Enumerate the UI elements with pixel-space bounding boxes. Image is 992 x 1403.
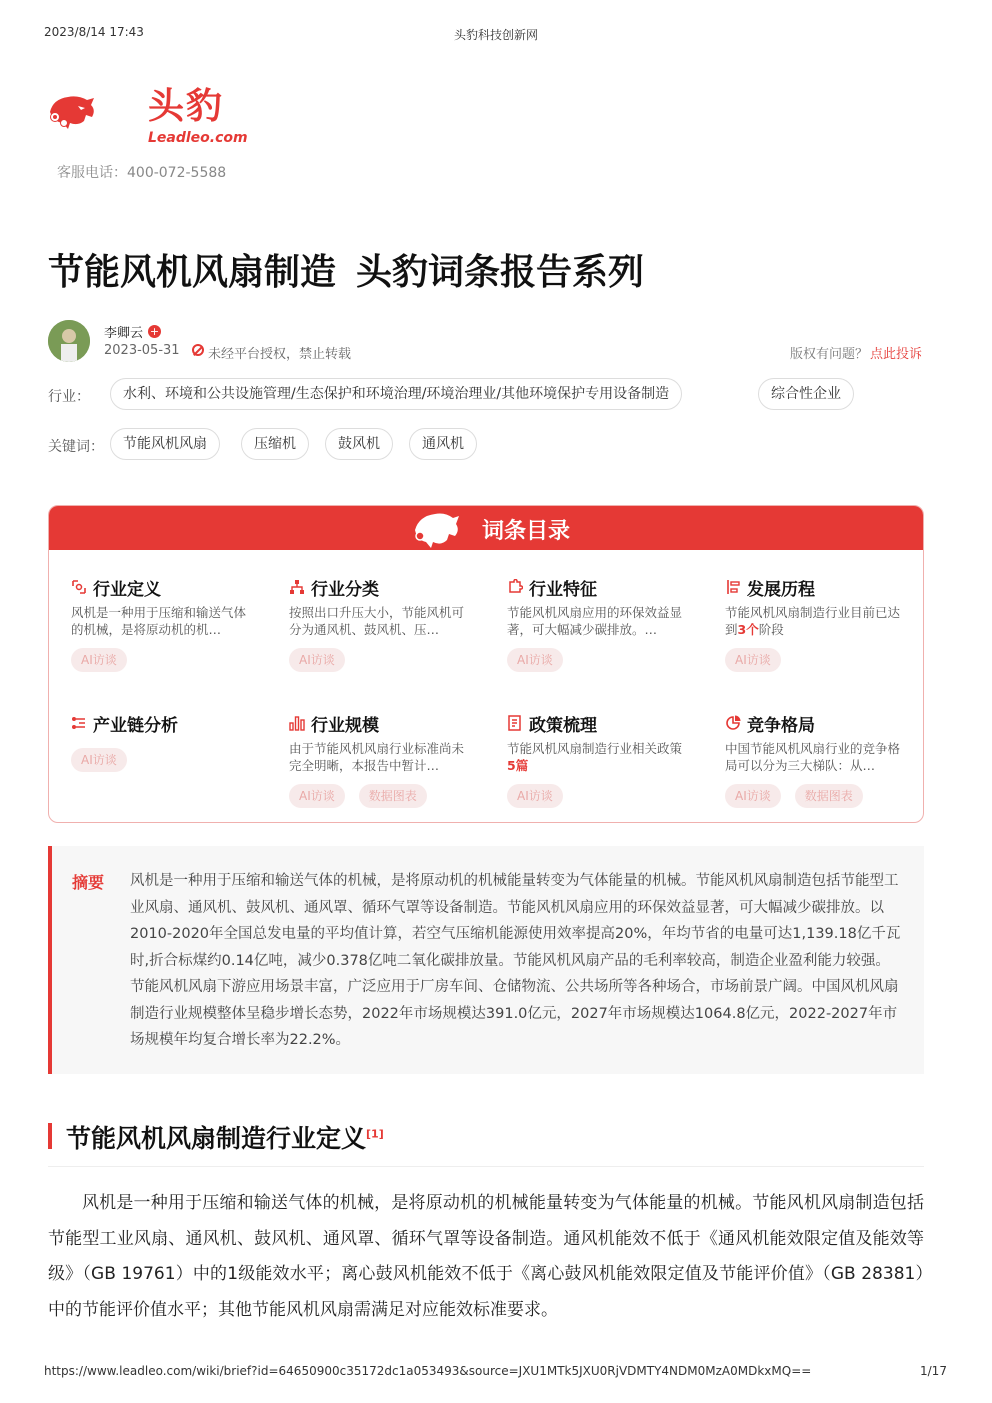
toc-item-title: 政策梳理 [529, 715, 597, 736]
keyword-tag[interactable]: 节能风机风扇 [110, 428, 220, 460]
ai-interview-button[interactable]: AI访谈 [725, 648, 781, 672]
desc-text: 节能风机风扇制造行业相关政策 [507, 741, 683, 756]
copyright-question: 版权有问题？ [790, 347, 869, 362]
title-series: 头豹词条报告系列 [356, 252, 645, 293]
search-doc-icon [71, 579, 87, 595]
toc-item-desc: 由于节能风机风扇行业标准尚未完全明晰，本报告中暂计… [289, 741, 465, 773]
section-accent-bar [48, 1123, 52, 1149]
keywords-label: 关键词： [48, 439, 104, 455]
industry-tag[interactable]: 水利、环境和公共设施管理/生态保护和环境治理/环境治理业/其他环境保护专用设备制造 [110, 378, 682, 410]
author-name[interactable]: 李卿云 [104, 326, 144, 341]
toc-item-desc: 节能风机风扇应用的环保效益显著，可大幅减少碳排放。… [507, 605, 683, 637]
data-chart-button[interactable]: 数据图表 [359, 784, 427, 808]
keyword-tag[interactable]: 压缩机 [241, 428, 309, 460]
section-title-text: 节能风机风扇制造行业定义 [66, 1124, 367, 1153]
forbidden-icon [192, 344, 204, 356]
brand-name-en: Leadleo.com [148, 130, 248, 146]
toc-item-definition[interactable] [71, 576, 271, 672]
toc-item-desc [507, 740, 687, 774]
title-main: 节能风机风扇制造 [48, 252, 337, 293]
toc-item-title: 竞争格局 [747, 715, 815, 736]
abstract-label: 摘要 [72, 873, 105, 892]
toc-item-title: 行业规模 [311, 715, 379, 736]
toc-item-desc: 风机是一种用于压缩和输送气体的机械，是将原动机的机… [71, 605, 247, 637]
brand-name-cn: 头豹 [148, 86, 225, 127]
toc-item-title: 行业特征 [529, 579, 597, 600]
reference-link[interactable]: [1] [366, 1127, 384, 1141]
toc-header [49, 506, 923, 550]
toc-item-title: 发展历程 [747, 579, 815, 600]
ai-interview-button[interactable]: AI访谈 [289, 648, 345, 672]
toc-panel [48, 505, 924, 823]
toc-item-desc: 按照出口升压大小，节能风机可分为通风机、鼓风机、压… [289, 605, 465, 637]
footer-url: https://www.leadleo.com/wiki/brief?id=64650900c35172dc1a053493&source=JXU1MTk5JXU0RjVDMTY4NDM0MzA0MDkxMQ== [44, 1364, 812, 1378]
hierarchy-icon [289, 579, 305, 595]
service-hotline: 客服电话：400-072-5588 [57, 165, 227, 181]
ai-interview-button[interactable]: AI访谈 [507, 784, 563, 808]
ai-interview-button[interactable]: AI访谈 [507, 648, 563, 672]
leopard-logo-icon [48, 74, 148, 150]
page-number: 1/17 [920, 1364, 947, 1378]
toc-item-history[interactable] [725, 576, 924, 672]
ai-interview-button[interactable]: AI访谈 [725, 784, 781, 808]
industry-label: 行业： [48, 389, 90, 405]
desc-highlight: 5篇 [507, 758, 529, 773]
ai-interview-button[interactable]: AI访谈 [289, 784, 345, 808]
chain-icon [71, 715, 87, 731]
abstract-box [48, 846, 924, 1074]
pie-chart-icon [725, 715, 741, 731]
toc-item-competition[interactable] [725, 712, 924, 808]
toc-item-title: 行业定义 [93, 579, 161, 600]
desc-text: 节能风机风扇制造行业目前已达到 [725, 605, 901, 637]
print-datetime: 2023/8/14 17:43 [44, 25, 144, 39]
page-title [48, 244, 644, 295]
data-chart-button[interactable]: 数据图表 [795, 784, 863, 808]
ai-interview-button[interactable]: AI访谈 [71, 748, 127, 772]
print-site-title: 头豹科技创新网 [453, 28, 538, 42]
toc-item-chain[interactable] [71, 712, 271, 772]
toc-item-desc [725, 604, 905, 638]
report-link[interactable]: 点此投诉 [870, 347, 923, 362]
verified-plus-icon: + [149, 325, 160, 338]
toc-item-desc: 中国节能风机风扇行业的竞争格局可以分为三大梯队：从… [725, 741, 901, 773]
keyword-tag[interactable]: 通风机 [409, 428, 477, 460]
toc-item-title: 产业链分析 [93, 715, 178, 736]
policy-doc-icon [507, 715, 523, 731]
section-title [66, 1119, 384, 1155]
desc-text: 阶段 [758, 622, 784, 637]
ai-interview-button[interactable]: AI访谈 [71, 648, 127, 672]
publish-date: 2023-05-31 [104, 343, 180, 358]
author-avatar[interactable] [48, 320, 90, 362]
toc-title: 词条目录 [481, 519, 570, 544]
toc-item-classification[interactable] [289, 576, 489, 672]
desc-highlight: 3个 [737, 622, 759, 637]
toc-item-title: 行业分类 [311, 579, 379, 600]
toc-item-policy[interactable] [507, 712, 707, 808]
industry-tag[interactable]: 综合性企业 [758, 378, 854, 410]
timeline-icon [725, 579, 741, 595]
abstract-text: 风机是一种用于压缩和输送气体的机械，是将原动机的机械能量转变为气体能量的机械。节能风机风扇制造包括节能型工业风扇、通风机、鼓风机、通风罩、循环气罩等设备制造。节能风机风扇应用的环保效益显著，可大幅减少碳排放。以2010-2020年全国总发电量的平均值计算，若空气压缩机能源使用效率提高20%，年均节省的电量可达1,139.18亿千瓦时,折合标煤约0.14亿吨，减少0.378亿吨二氧化碳排放量。节能风机风扇产品的毛利率较高，制造企业盈利能力较强。节能风机风扇下游应用场景丰富，广泛应用于厂房车间、仓储物流、公共场所等各种场合，市场前景广阔。中国风机风扇制造行业规模整体呈稳步增长态势，2022年市场规模达391.0亿元，2027年市场规模达1064.8亿元，2022-2027年市场规模年均复合增长率为22.2%。 [130, 873, 901, 1048]
toc-item-scale[interactable] [289, 712, 489, 808]
keyword-tag[interactable]: 鼓风机 [325, 428, 393, 460]
reprint-notice: 未经平台授权，禁止转载 [208, 347, 352, 362]
bar-chart-icon [289, 715, 305, 731]
puzzle-icon [507, 579, 523, 595]
toc-item-characteristics[interactable] [507, 576, 707, 672]
section-body: 风机是一种用于压缩和输送气体的机械，是将原动机的机械能量转变为气体能量的机械。节能风机风扇制造包括节能型工业风扇、通风机、鼓风机、通风罩、循环气罩等设备制造。通风机能效不低于《通风机能效限定值及能效等级》（GB 19761）中的1级能效水平；离心鼓风机能效不低于《离心鼓风机能效限定值及节能评价值》（GB 28381）中的节能评价值水平；其他节能风机风扇需满足对应能效标准要求。 [48, 1193, 924, 1320]
section-divider [48, 1166, 924, 1167]
